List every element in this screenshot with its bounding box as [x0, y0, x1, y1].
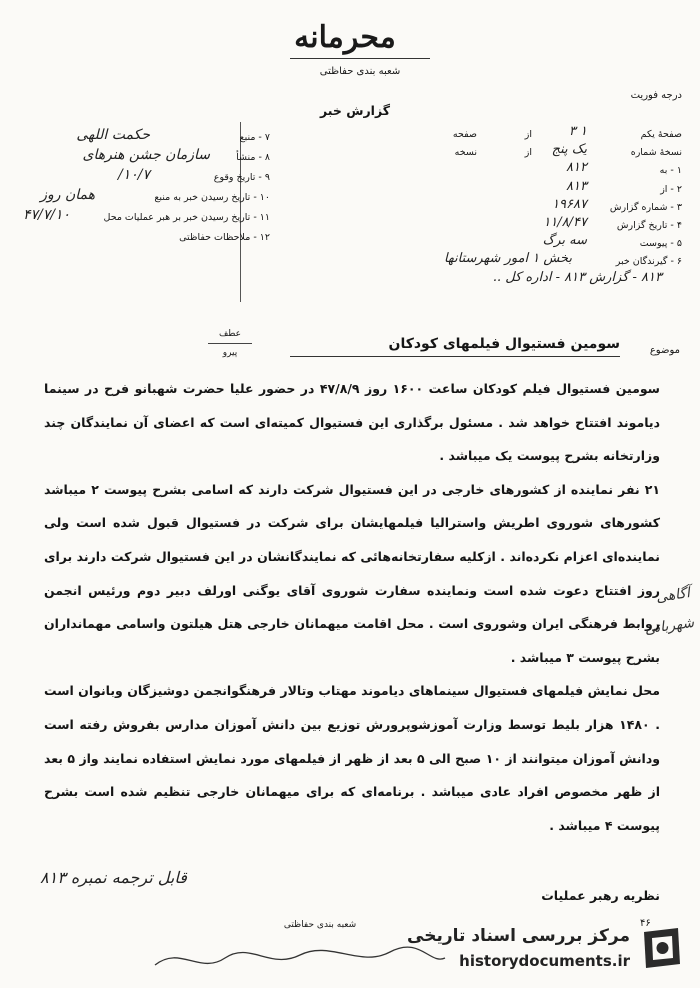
field-label: ۶ - گیرندگان خبر: [615, 256, 682, 268]
handwritten-value: حکمت اللهی: [76, 127, 150, 143]
recipients-handwriting: [402, 269, 682, 290]
field-label: نسخهٔ شماره: [630, 147, 682, 159]
body-paragraph: سومین فستیوال فیلم کودکان ساعت ۱۶۰۰ روز ۴۷/۸/۹ در حضور علیا حضرت شهبانو فرح در سینما دیاموند افتتاح خواهد شد . مسئول برگذاری این فستیوال کمیته‌ای است که اعضای آن نمایندگان چند وزارتخانه بشرح پیوست یک میباشد .: [44, 381, 660, 464]
watermark-title: مرکز بررسی اسناد تاریخی: [407, 926, 630, 946]
field-label: ۵ - پیوست: [639, 238, 682, 250]
field-label: ۷ - منبع: [239, 132, 270, 143]
field-label: ۱ - به: [659, 165, 682, 177]
security-tab-label: شعبه بندی حفاظتی: [319, 66, 401, 77]
signature-label: نظریه رهبر عملیات: [541, 888, 660, 903]
reference-box: [200, 328, 260, 359]
report-type: گزارش خبر: [319, 103, 390, 118]
watermark-url: historydocuments.ir: [459, 952, 630, 970]
field-label: ۱۲ - ملاحظات حفاظتی: [179, 232, 270, 243]
archive-logo-icon: [638, 924, 684, 972]
field-label: ۳ - شماره گزارش: [609, 201, 682, 213]
classification-stamp: محرمانه: [294, 20, 396, 55]
handwritten-value: ۱۱/۸/۴۷: [543, 214, 587, 230]
field-row: [402, 196, 682, 217]
divider: [290, 356, 620, 357]
field-row: [402, 178, 682, 199]
field-row: [8, 208, 270, 228]
field-label: ۲ - از: [660, 183, 682, 195]
handwritten-value: ۱۹۶۸۷: [552, 196, 587, 212]
handwritten-value: بخش ۱ امور شهرستانها: [444, 251, 572, 267]
subject-label: موضوع: [649, 345, 680, 356]
source-fields: [8, 128, 270, 248]
field-row: [402, 162, 682, 180]
followup-label: پیرو: [222, 348, 238, 358]
field-row: [402, 144, 682, 162]
field-end: نسخه: [454, 147, 477, 159]
field-mid: از: [524, 129, 532, 140]
field-label: ۸ - منشأ: [236, 152, 270, 163]
archive-watermark: [407, 920, 690, 978]
handwritten-value: ۱ ۳: [568, 124, 587, 139]
page-number: ۴۶: [640, 918, 651, 929]
body-paragraph: محل نمایش فیلمهای فستیوال سینماهای دیاموند مهتاب وتالار فرهنگوانجمن دوشیزگان وبانوان است . ۱۴۸۰ هزار بلیط توسط وزارت آموزشوپرورش توزیع بین دانش آموزان مدارس بفروش رفته است ودانش آموزان میتوانند از ۱۰ صبح الی ۵ بعد از ظهر از فیلمهای مورد نمایش استفاده نمایند واز ۵ بعد از ظهر مخصوص افراد عادی میباشد . برنامه‌ای که برای میهمانان خارجی تنظیم شده است بشرح پیوست ۴ میباشد .: [44, 683, 661, 833]
handwritten-value: یک پنج: [551, 142, 587, 158]
field-row: [402, 126, 682, 144]
handwritten-value: ۸۱۲: [566, 160, 587, 176]
field-mid: از: [524, 147, 532, 159]
field-label: ۴ - تاریخ گزارش: [616, 219, 682, 231]
priority-label: درجه فوریت: [630, 90, 682, 101]
divider: [290, 58, 430, 59]
handwritten-value: سه برگ: [542, 233, 587, 249]
body-paragraph: ۲۱ نفر نماینده از کشورهای خارجی در این فستیوال شرکت دارند که اسامی بشرح پیوست ۲ میباشد کشورهای شوروی اطریش واسترالیا فیلمهایشان برای شرکت در فستیوال قبول شده است ولی نماینده‌ای اعزام نکرده‌اند . ازکلیه سفارتخانه‌هائی که نمایندگانشان در این فستیوال شرکت دارند برای روز افتتاح دعوت شده است ونماینده سفارت شوروی آقای یوگنی اورلف دبیر دوم ورئیس انجمن روابط فرهنگی ایران وشوروی است . محل اقامت میهمانان خارجی هتل هیلتون واسامی مهمانداران بشرح پیوست ۳ میباشد .: [44, 481, 660, 665]
field-label: ۱۰ - تاریخ رسیدن خبر به منبع: [154, 192, 270, 203]
handwritten-value: ۸۱۳ - گزارش ۸۱۳ - اداره کل ..: [492, 269, 662, 285]
handwritten-value: ۸۱۳: [566, 178, 587, 194]
margin-handwritten-note: آگاهی شهربانی: [643, 585, 696, 638]
divider: [208, 343, 252, 344]
report-body: [44, 372, 660, 842]
security-tab-label-bottom: شعبه بندی حفاظتی: [283, 920, 357, 930]
subject-text: سومین فستیوال فیلمهای کودکان: [388, 336, 620, 352]
reference-label: عطف: [218, 329, 242, 339]
handwritten-value: همان روز: [40, 187, 95, 203]
report-metadata-fields: [402, 126, 682, 290]
field-label: صفحهٔ یکم: [640, 129, 682, 140]
handwritten-value: ۱۰/۷/: [118, 167, 150, 183]
field-end: صفحه: [452, 129, 477, 140]
handwritten-approval: قابل ترجمه نمبره ۸۱۳: [40, 868, 187, 887]
field-row: [8, 228, 270, 248]
handwritten-value: ۴۷/۷/۱۰: [22, 207, 70, 223]
handwritten-scribble: [150, 940, 450, 980]
handwritten-value: سازمان جشن هنرهای: [82, 147, 210, 163]
field-label: ۹ - تاریخ وقوع: [213, 172, 270, 183]
field-label: ۱۱ - تاریخ رسیدن خبر بر هبر عملیات محل: [103, 212, 270, 223]
